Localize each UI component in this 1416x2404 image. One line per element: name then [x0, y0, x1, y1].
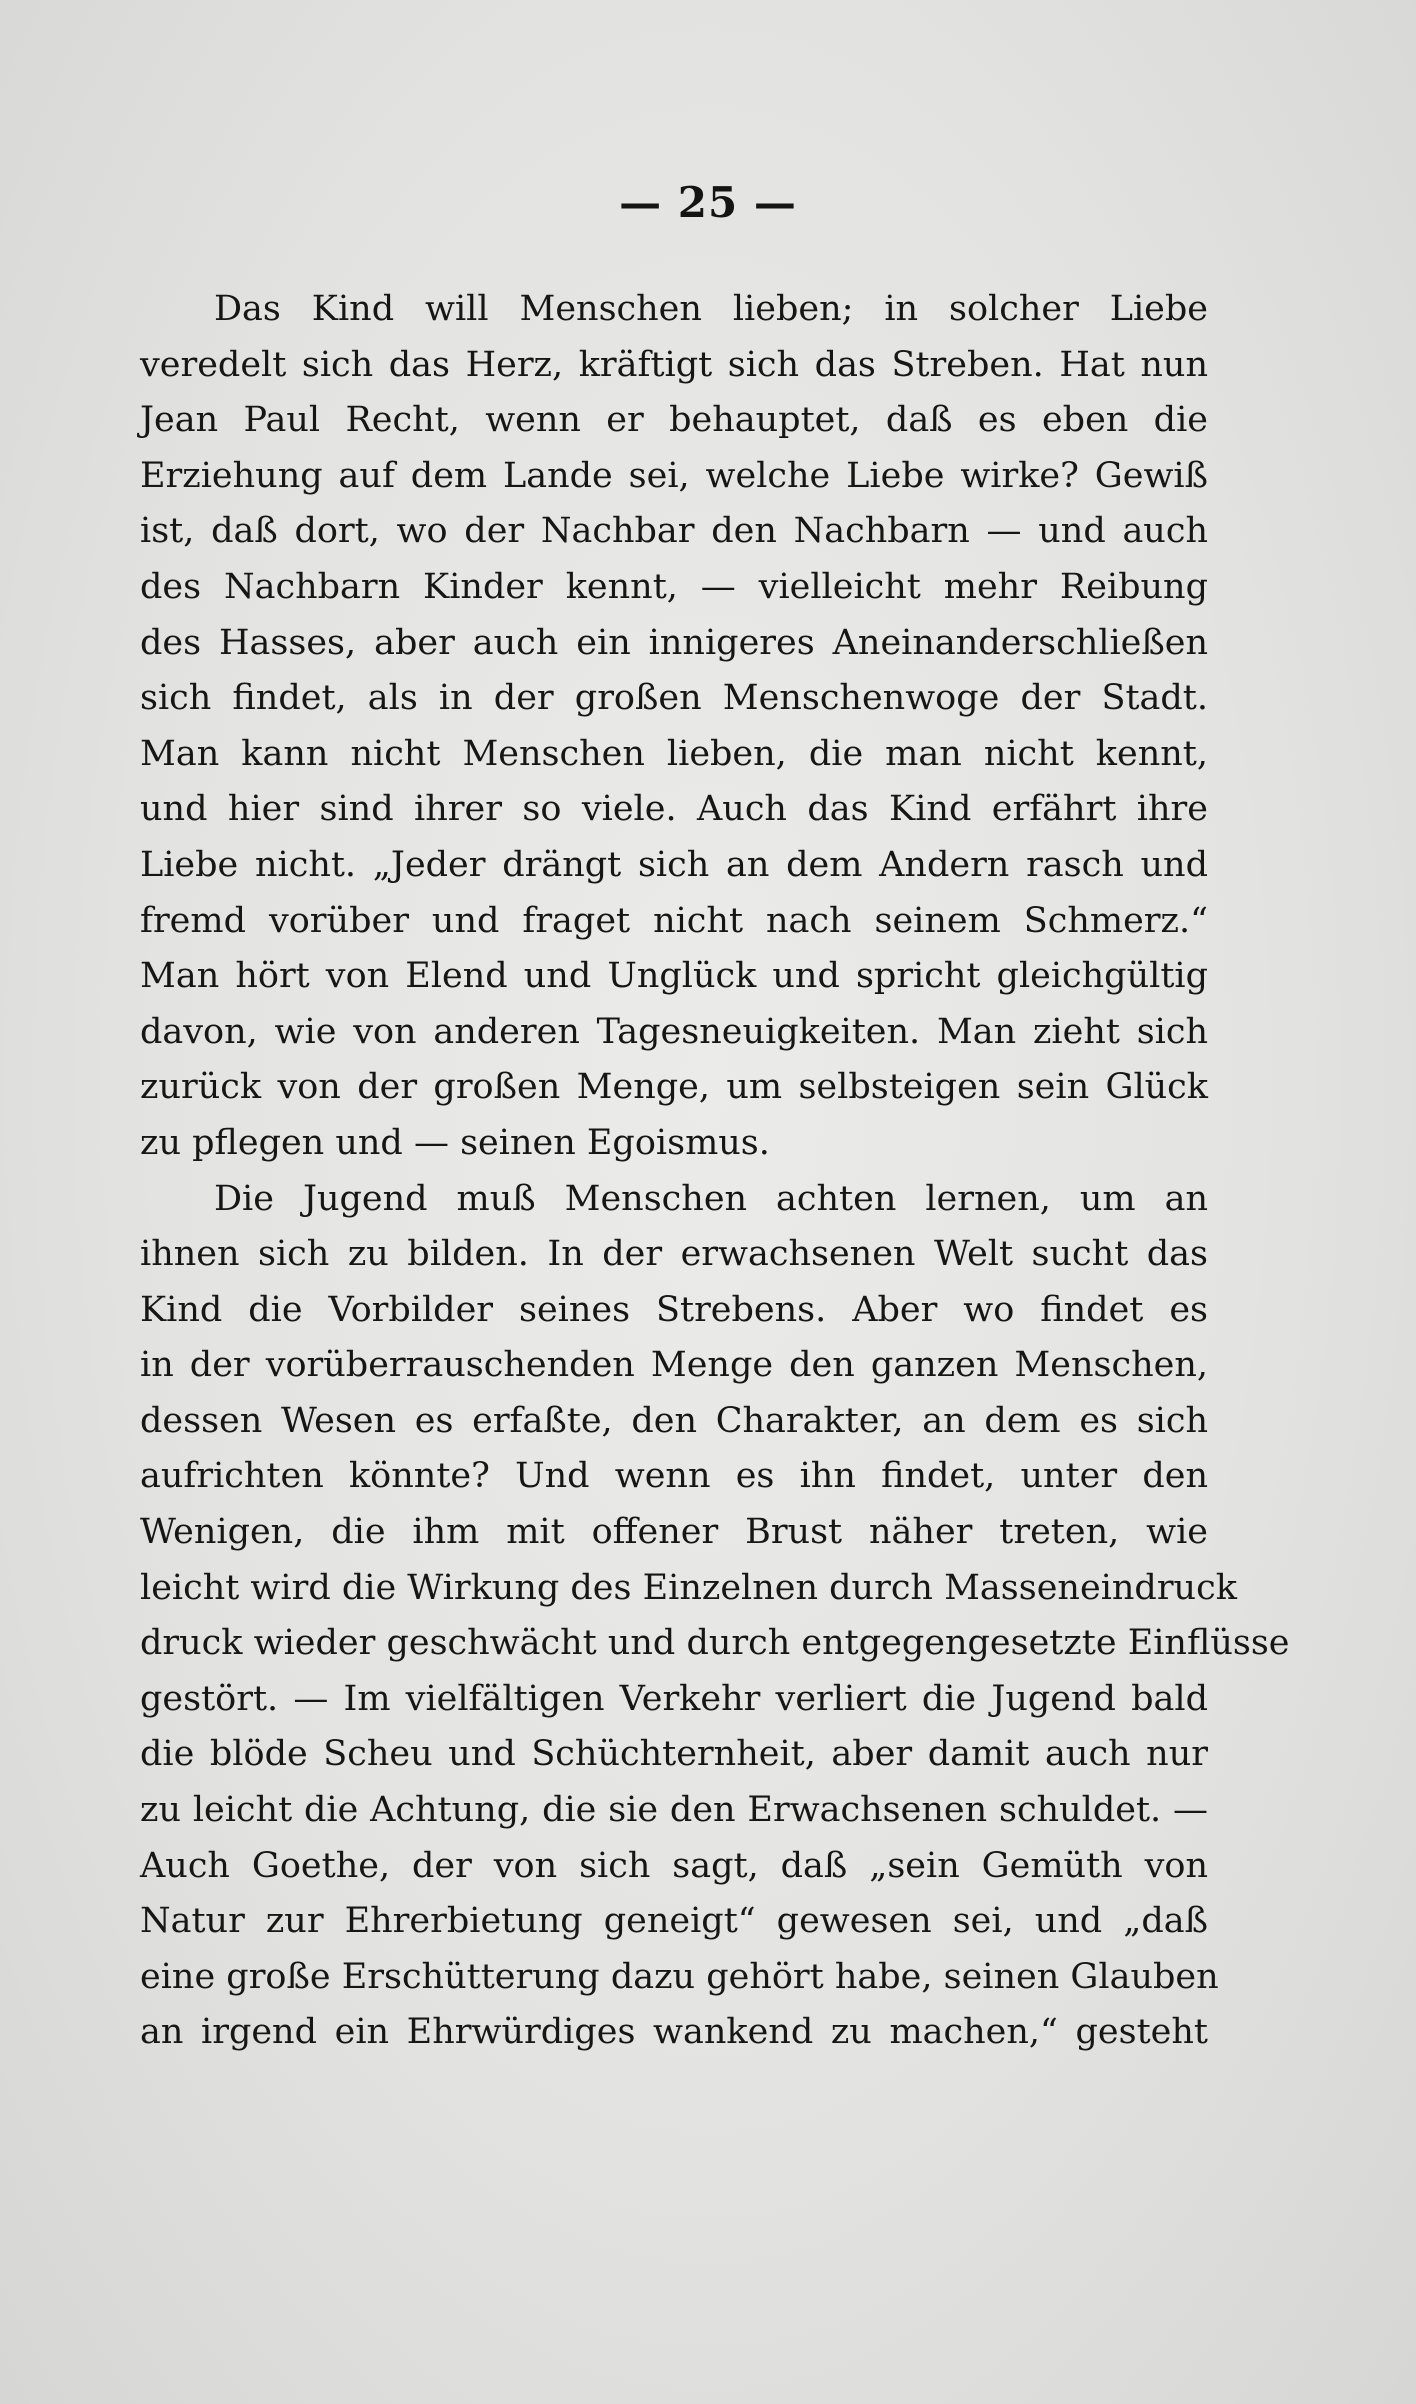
page-number: — 25 — [619, 178, 797, 227]
text-line: Die Jugend muß Menschen achten lernen, um an [214, 1178, 1208, 1219]
text-line: druck wieder geschwächt und durch entgegengesetzte Einflüsse [140, 1623, 1290, 1664]
text-line: aufrichten könnte? Und wenn es ihn findet, unter den [140, 1456, 1208, 1497]
text-line: veredelt sich das Herz, kräftigt sich das Streben. Hat nun [140, 344, 1208, 385]
text-line: eine große Erschütterung dazu gehört habe, seinen Glauben [140, 1956, 1219, 1997]
text-line: Jean Paul Recht, wenn er behauptet, daß es eben die [140, 400, 1208, 441]
text-line: zu pflegen und — seinen Egoismus. [140, 1122, 770, 1163]
text-line: leicht wird die Wirkung des Einzelnen durch Masseneindruck [140, 1567, 1237, 1608]
text-line: Das Kind will Menschen lieben; in solcher Liebe [214, 289, 1208, 329]
text-line: Natur zur Ehrerbietung geneigt“ gewesen sei, und „daß [140, 1901, 1208, 1942]
text-line: zu leicht die Achtung, die sie den Erwachsenen schuldet. — [140, 1790, 1208, 1831]
text-line: zurück von der großen Menge, um selbsteigen sein Glück [140, 1067, 1208, 1108]
text-line: davon, wie von anderen Tagesneuigkeiten. Man zieht sich [140, 1011, 1208, 1052]
text-line: Auch Goethe, der von sich sagt, daß „sein Gemüth von [140, 1845, 1208, 1886]
text-line: die blöde Scheu und Schüchternheit, aber damit auch nur [140, 1734, 1208, 1775]
text-line: ist, daß dort, wo der Nachbar den Nachbarn — und auch [140, 511, 1208, 552]
text-line: Erziehung auf dem Lande sei, welche Liebe wirke? Gewiß [140, 455, 1208, 496]
text-line: ihnen sich zu bilden. In der erwachsenen Welt sucht das [140, 1234, 1208, 1275]
text-line: sich findet, als in der großen Menschenwoge der Stadt. [140, 678, 1208, 719]
body-text [140, 282, 1290, 2061]
text-line: an irgend ein Ehrwürdiges wankend zu machen,“ gesteht [140, 2012, 1208, 2053]
text-line: des Nachbarn Kinder kennt, — vielleicht mehr Reibung [140, 566, 1208, 607]
text-line: dessen Wesen es erfaßte, den Charakter, an dem es sich [140, 1400, 1208, 1441]
text-line: Liebe nicht. „Jeder drängt sich an dem Andern rasch und [140, 844, 1208, 885]
text-line: Man kann nicht Menschen lieben, die man nicht kennt, [140, 733, 1208, 774]
text-line: des Hasses, aber auch ein innigeres Aneinanderschließen [140, 622, 1208, 663]
text-line: Kind die Vorbilder seines Strebens. Aber wo findet es [140, 1289, 1208, 1330]
text-line: und hier sind ihrer so viele. Auch das Kind erfährt ihre [140, 789, 1208, 830]
text-line: fremd vorüber und fraget nicht nach seinem Schmerz.“ [140, 900, 1208, 941]
text-line: Man hört von Elend und Unglück und spricht gleichgültig [140, 956, 1208, 997]
text-line: in der vorüberrauschenden Menge den ganzen Menschen, [140, 1345, 1208, 1386]
text-line: gestört. — Im vielfältigen Verkehr verliert die Jugend bald [140, 1678, 1208, 1719]
text-line: Wenigen, die ihm mit offener Brust näher treten, wie [140, 1512, 1208, 1553]
